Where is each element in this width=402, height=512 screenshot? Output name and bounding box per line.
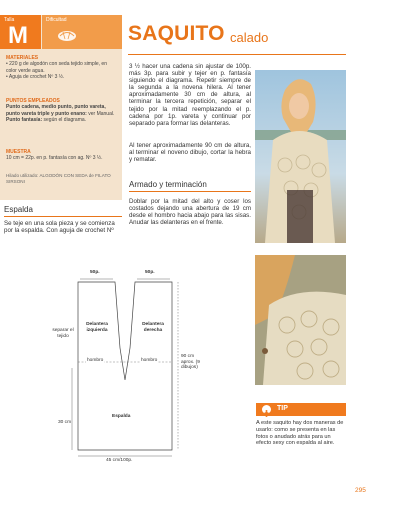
- model-photo-back: [255, 255, 346, 385]
- fantasia-rest: según el diagrama.: [42, 117, 87, 124]
- model-photo-back-image: [255, 255, 346, 385]
- body-paragraph-2: Al tener aproximadamente 90 cm de altura, al terminar el noveno dibujo, cortar la hebra y rematar.: [129, 142, 251, 164]
- tip-label: TIP: [277, 405, 288, 412]
- armado-text: Doblar por la mitad del alto y coser los costados dejando una abertura de 19 cm desde el hombro hacia abajo para las sisas. Anudar las delanteras en el frente.: [129, 198, 251, 227]
- muestra-heading: MUESTRA: [6, 149, 31, 155]
- espalda-label: Espalda: [112, 414, 131, 419]
- model-photo-front: [255, 70, 346, 243]
- delantera-izquierda-label: Delantera izquierda: [86, 322, 108, 333]
- page-title: SAQUITO: [128, 22, 225, 45]
- size-box: [0, 15, 41, 49]
- difficulty-label: Dificultad: [46, 17, 67, 23]
- puntos-section: [6, 98, 118, 124]
- materials-item-1: • 220 g de algodón con seda tejido simple, en color verde agua.: [6, 61, 107, 74]
- dim-top-left: 50p.: [90, 270, 100, 275]
- materials-item-2: • Aguja de crochet Nº 3 ½.: [6, 74, 65, 81]
- puntos-heading: PUNTOS EMPLEADOS: [6, 98, 60, 104]
- armado-heading: Armado y terminación: [129, 180, 207, 189]
- delantera-derecha-label: Delantera derecha: [142, 322, 164, 333]
- hombro-right-label: hombro: [141, 358, 158, 363]
- size-label: Talla: [4, 17, 15, 23]
- dim-90cm: 90 cm aprox. (9 dibujos): [181, 354, 200, 370]
- dim-top-right: 50p.: [145, 270, 155, 275]
- materials-section: [6, 55, 118, 81]
- hilado-note: Hilado utilizado: ALGODÓN CON SEDA de FILATO SIRSONI: [6, 173, 111, 185]
- puntos-bold: Punto cadena, medio punto, punto vareta, punto vareta triple y punto enano:: [6, 104, 106, 117]
- body-paragraph-1: 3 ½ hacer una cadena sin ajustar de 100p. más 3p. para subir y tejer en p. fantasía siguiendo el diagrama. Repetir siempre de la segunda a la novena hilera. Al tener aproximadamente 30 cm de altura, al terminar la tercera repetición, separar el tejido por la mitad reemplazando el p. cadena por 1p. vareta y continuar por separado para formar las delanteras.: [129, 63, 251, 127]
- info-sidebar: [0, 15, 122, 200]
- hombro-left-label: hombro: [87, 358, 104, 363]
- espalda-divider: [4, 216, 122, 217]
- puntos-rest: ver Manual.: [86, 110, 115, 117]
- tip-text: A este saquito hay dos maneras de usarlo: como se presenta en las fotos o anudado atrás para un efecto sexy con espalda al aire.: [256, 420, 344, 447]
- espalda-heading: Espalda: [4, 205, 33, 214]
- materials-heading: MATERIALES: [6, 55, 39, 61]
- page-number: 295: [355, 487, 366, 494]
- muestra-section: [6, 149, 118, 162]
- separar-label: separar el tejido: [52, 328, 74, 339]
- hands-icon: [56, 28, 78, 42]
- fantasia-bold: Punto fantasía:: [6, 117, 43, 124]
- dim-30cm: 30 cm: [58, 420, 72, 425]
- armado-divider: [129, 191, 251, 192]
- muestra-text: 10 cm = 22p. en p. fantasía con ag. Nº 3 ½.: [6, 155, 103, 162]
- flower-icon: [262, 405, 271, 414]
- page-subtitle: calado: [230, 30, 269, 45]
- pattern-outline: [50, 270, 200, 465]
- title-divider: [128, 54, 346, 55]
- dim-bottom: 45 cm/100p.: [106, 458, 133, 463]
- espalda-text: Se teje en una sola pieza y se comienza por la espalda. Con aguja de crochet Nº: [4, 220, 115, 235]
- model-photo-front-image: [255, 70, 346, 243]
- size-value: M: [8, 22, 28, 49]
- pattern-schematic: [50, 270, 200, 465]
- difficulty-box: [42, 15, 122, 49]
